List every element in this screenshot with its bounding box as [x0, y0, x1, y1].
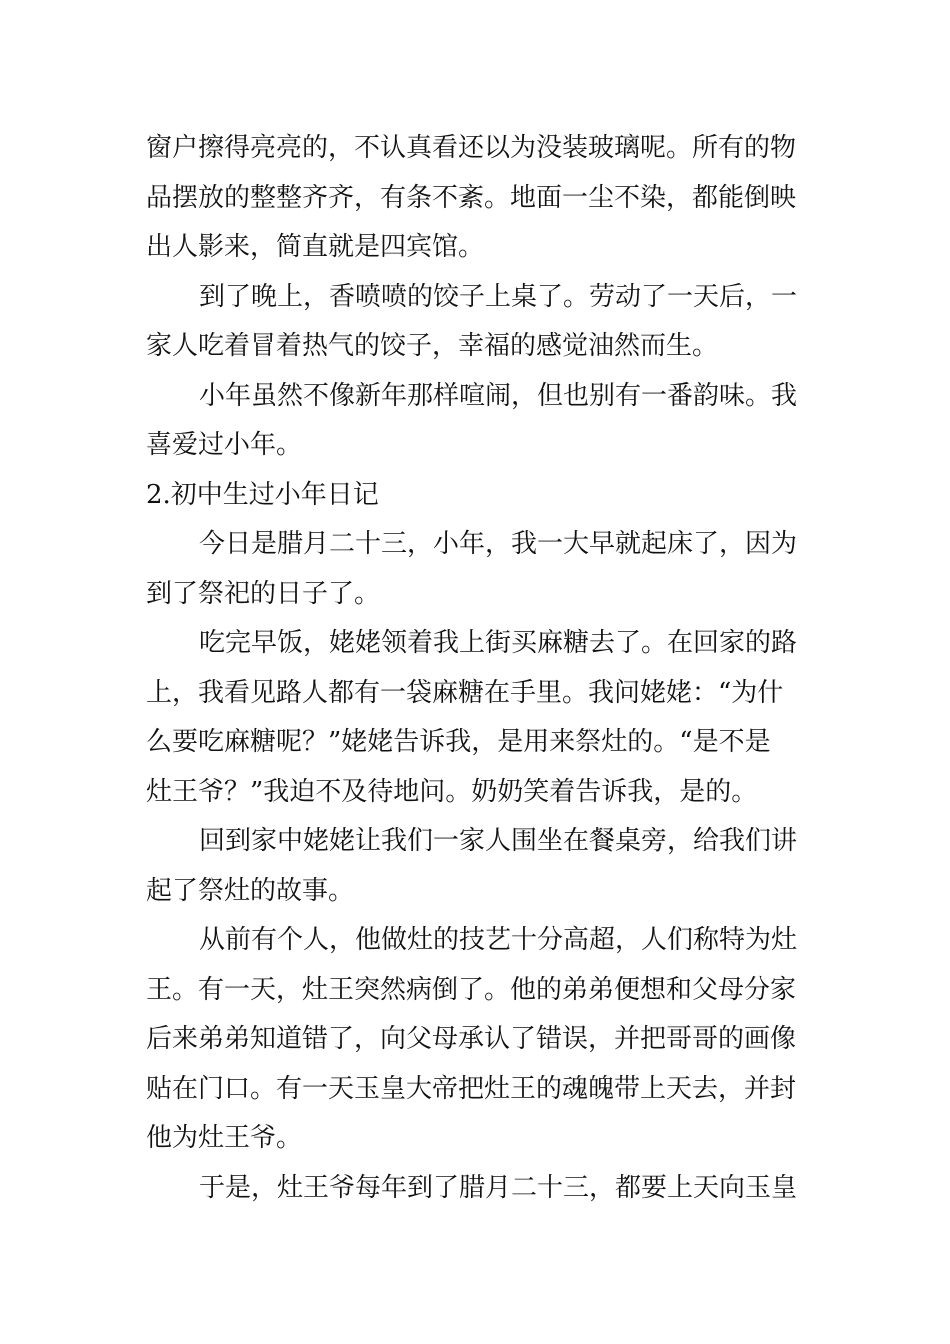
text-line: 喜爱过小年。	[146, 430, 303, 460]
text-line: 窗户擦得亮亮的，不认真看还以为没装玻璃呢。所有的物	[146, 133, 797, 163]
text-line: 于是，灶王爷每年到了腊月二十三，都要上天向玉皇	[199, 1172, 798, 1203]
text-line: 出人影来，简直就是四宾馆。	[146, 232, 485, 262]
text-line: 灶王爷？”我迫不及待地问。奶奶笑着告诉我，是的。	[146, 776, 758, 807]
text-line: 小年虽然不像新年那样喧闹，但也别有一番韵味。我	[199, 380, 798, 411]
text-line: 他为灶王爷。	[146, 1123, 303, 1153]
text-line: 贴在门口。有一天玉皇大帝把灶王的魂魄带上天去，并封	[146, 1073, 797, 1104]
text-line: 从前有个人，他做灶的技艺十分高超，人们称特为灶	[199, 925, 798, 955]
body-text	[146, 124, 810, 1213]
text-line: 么要吃麻糖呢？”姥姥告诉我，是用来祭灶的。“是不是	[146, 727, 771, 757]
text-line: 到了祭祀的日子了。	[146, 578, 381, 609]
text-line: 回到家中姥姥让我们一家人围坐在餐桌旁，给我们讲	[199, 826, 798, 856]
text-line: 吃完早饭，姥姥领着我上街买麻糖去了。在回家的路	[199, 628, 798, 658]
text-line: 王。有一天，灶王突然病倒了。他的弟弟便想和父母分家	[146, 974, 797, 1005]
text-line: 起了祭灶的故事。	[146, 875, 355, 906]
text-line: 后来弟弟知道错了，向父母承认了错误，并把哥哥的画像	[146, 1024, 797, 1054]
text-line: 今日是腊月二十三，小年，我一大早就起床了，因为	[199, 529, 798, 559]
text-line: 上，我看见路人都有一袋麻糖在手里。我问姥姥：“为什	[146, 677, 784, 708]
text-line: 家人吃着冒着热气的饺子，幸福的感觉油然而生。	[146, 331, 719, 361]
section-heading: 2.初中生过小年日记	[146, 479, 379, 510]
text-line: 品摆放的整整齐齐，有条不紊。地面一尘不染，都能倒映	[146, 182, 797, 213]
text-line: 到了晚上，香喷喷的饺子上桌了。劳动了一天后，一	[199, 281, 798, 312]
